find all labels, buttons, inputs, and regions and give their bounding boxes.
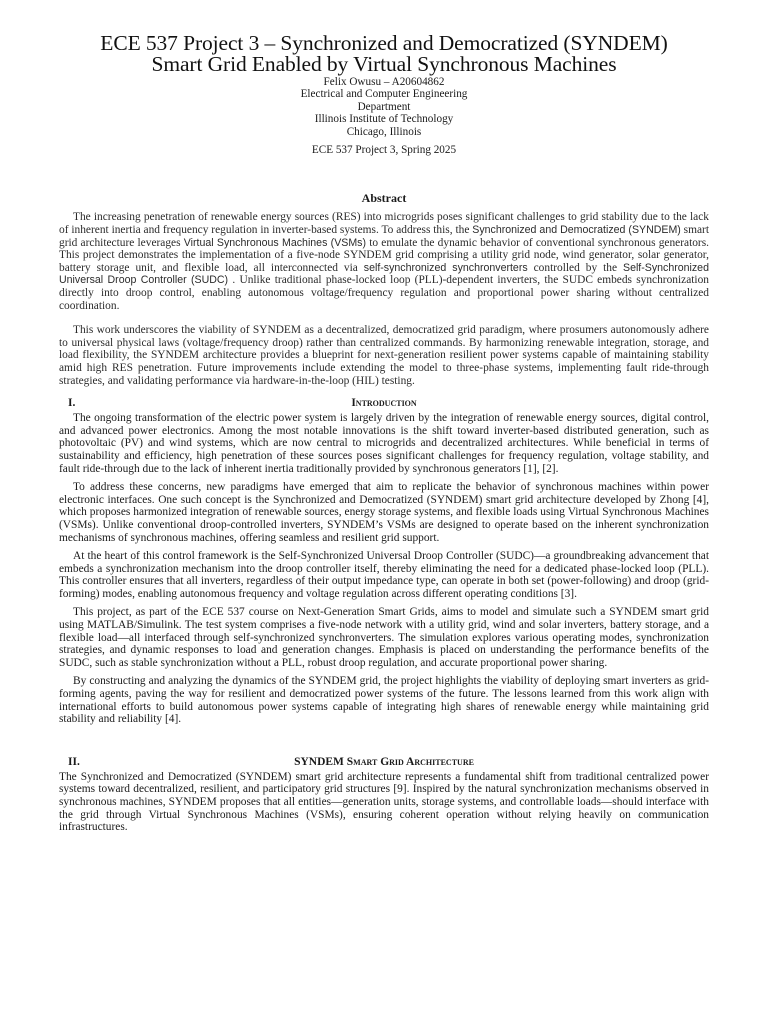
conference-line: ECE 537 Project 3, Spring 2025: [311, 144, 457, 157]
author-department-line-2: Department: [357, 100, 411, 113]
abstract-highlight-syndem: Synchronized and Democratized (SYNDEM): [472, 224, 681, 237]
author-location: Chicago, Illinois: [346, 125, 422, 138]
introduction-paragraph: To address these concerns, new paradigms have emerged that aim to replicate the behavior of synchronous machines within power electronic interfaces. One such concept is the Synchronized and Democratized (SYNDEM) smart grid architecture developed by Zhong [4], which proposes harmonized integration of renewable sources, energy storage systems, and flexible loads using Virtual Synchronous Machines (VSMs). Unlike conventional droop-controlled inverters, SYNDEM’s VSMs are designed to operate based on the inherent synchronization mechanisms of synchronous machines, offering seamless and resilient grid support.: [59, 481, 709, 544]
abstract-section: [59, 191, 709, 387]
author-block: [59, 76, 709, 156]
introduction-paragraph: By constructing and analyzing the dynamics of the SYNDEM grid, the project highlights the viability of deploying smart inverters as grid-forming agents, paving the way for resilient and democratized power systems of the future. The lessons learned from this work align with international efforts to build autonomous power systems capable of integrating high shares of renewable energy while maintaining grid stability and reliability [4].: [59, 675, 709, 726]
abstract-text: . Unlike traditional phase-locked loop (PLL)-dependent inverters, the SUDC embeds synchronization directly into droop control, enabling autonomous voltage/frequency regulation and proportional power sharing without centralized coordination.: [59, 274, 709, 312]
title-line-1: ECE 537 Project 3 – Synchronized and Democratized (SYNDEM): [100, 31, 668, 55]
paper-title: [59, 33, 709, 75]
introduction-paragraph: The ongoing transformation of the electric power system is largely driven by the integration of renewable energy sources, digital control, and advanced power electronics. Among the most notable innovations is the shift toward inverter-based distributed generation, such as photovoltaic (PV) and wind systems, which are now central to microgrids and decentralized architectures. While beneficial in terms of sustainability and efficiency, high penetration of these sources poses significant challenges for frequency regulation, voltage stability, and fault ride-through due to the lack of inherent inertia traditionally provided by synchronous generators [1], [2].: [59, 412, 709, 475]
abstract-highlight-synchronverters: self-synchronized synchronverters: [363, 261, 528, 274]
section-number: II.: [68, 755, 80, 768]
abstract-text: The increasing penetration of renewable energy sources (RES) into microgrids poses significant challenges to grid stability due to the lack of inherent inertia and frequency regulation in inverter-based systems. To address this, the: [59, 211, 709, 237]
section-number: I.: [68, 397, 76, 410]
introduction-body: [59, 412, 709, 726]
author-institution: Illinois Institute of Technology: [314, 113, 454, 126]
title-line-2: Smart Grid Enabled by Virtual Synchronous Machines: [151, 52, 617, 76]
abstract-paragraph-2: This work underscores the viability of SYNDEM as a decentralized, democratized grid paradigm, where prosumers autonomously adhere to universal physical laws (voltage/frequency droop) rather than centralized commands. By harmonizing renewable integration, storage, and load flexibility, the SYNDEM architecture provides a blueprint for next-generation resilient power systems capable of maintaining stability amid high RES penetration. Future improvements include extending the model to three-phase systems, implementing fault ride-through strategies, and validating performance via hardware-in-the-loop (HIL) testing.: [59, 324, 709, 387]
introduction-paragraph: This project, as part of the ECE 537 course on Next-Generation Smart Grids, aims to model and simulate such a SYNDEM smart grid using MATLAB/Simulink. The test system comprises a five-node network with a utility grid, wind and solar inverters, battery storage, and a flexible load—all interfaced through self-synchronized synchronverters. The simulation explores various operating modes, synchronization strategies, and dynamic responses to load and generation changes. Emphasis is placed on understanding the performance benefits of the SUDC, such as stable synchronization without a PLL, robust droop regulation, and accurate proportional power sharing.: [59, 606, 709, 669]
section-title: SYNDEM Smart Grid Architecture: [294, 755, 474, 768]
architecture-paragraph: The Synchronized and Democratized (SYNDEM) smart grid architecture represents a fundamental shift from traditional centralized power systems toward decentralized, resilient, and participatory grid structures [9]. Inspired by the natural synchronization mechanisms observed in synchronous machines, SYNDEM proposes that all entities—generation units, storage systems, and controllable loads—should interface with the grid through Virtual Synchronous Machines (VSMs), ensuring coherent operation without relying heavily on communication infrastructures.: [59, 770, 709, 834]
author-department-line-1: Electrical and Computer Engineering: [300, 88, 468, 101]
abstract-paragraph-1: [59, 211, 709, 312]
section-heading-introduction: [59, 396, 709, 410]
abstract-text: to emulate the dynamic behavior of conventional synchronous generators. This project demonstrates the implementation of a five-node SYNDEM grid comprising a utility grid node, wind generator, solar generator, battery storage unit, and flexible load, all interconnected via: [59, 236, 709, 274]
section-heading-architecture: [59, 755, 709, 769]
paper-page: [59, 33, 709, 834]
introduction-paragraph: At the heart of this control framework is the Self-Synchronized Universal Droop Controller (SUDC)—a groundbreaking advancement that embeds a synchronization mechanism into the droop controller itself, thereby eliminating the need for a dedicated phase-locked loop (PLL). This controller ensures that all inverters, regardless of their output impedance type, can operate in both set (power-following) and droop (grid-forming) modes, enabling autonomous frequency and voltage regulation across different operating conditions [3].: [59, 550, 709, 600]
architecture-body: [59, 771, 709, 834]
author-name: Felix Owusu – A20604862: [323, 76, 445, 88]
abstract-text: smart grid architecture leverages: [59, 224, 709, 249]
abstract-heading: Abstract: [361, 191, 407, 206]
abstract-highlight-sudc: Self-Synchronized Universal Droop Controller (SUDC): [59, 261, 709, 287]
section-title: Introduction: [351, 397, 417, 410]
abstract-highlight-vsm: Virtual Synchronous Machines (VSMs): [183, 236, 366, 249]
abstract-text: controlled by the: [527, 261, 623, 274]
